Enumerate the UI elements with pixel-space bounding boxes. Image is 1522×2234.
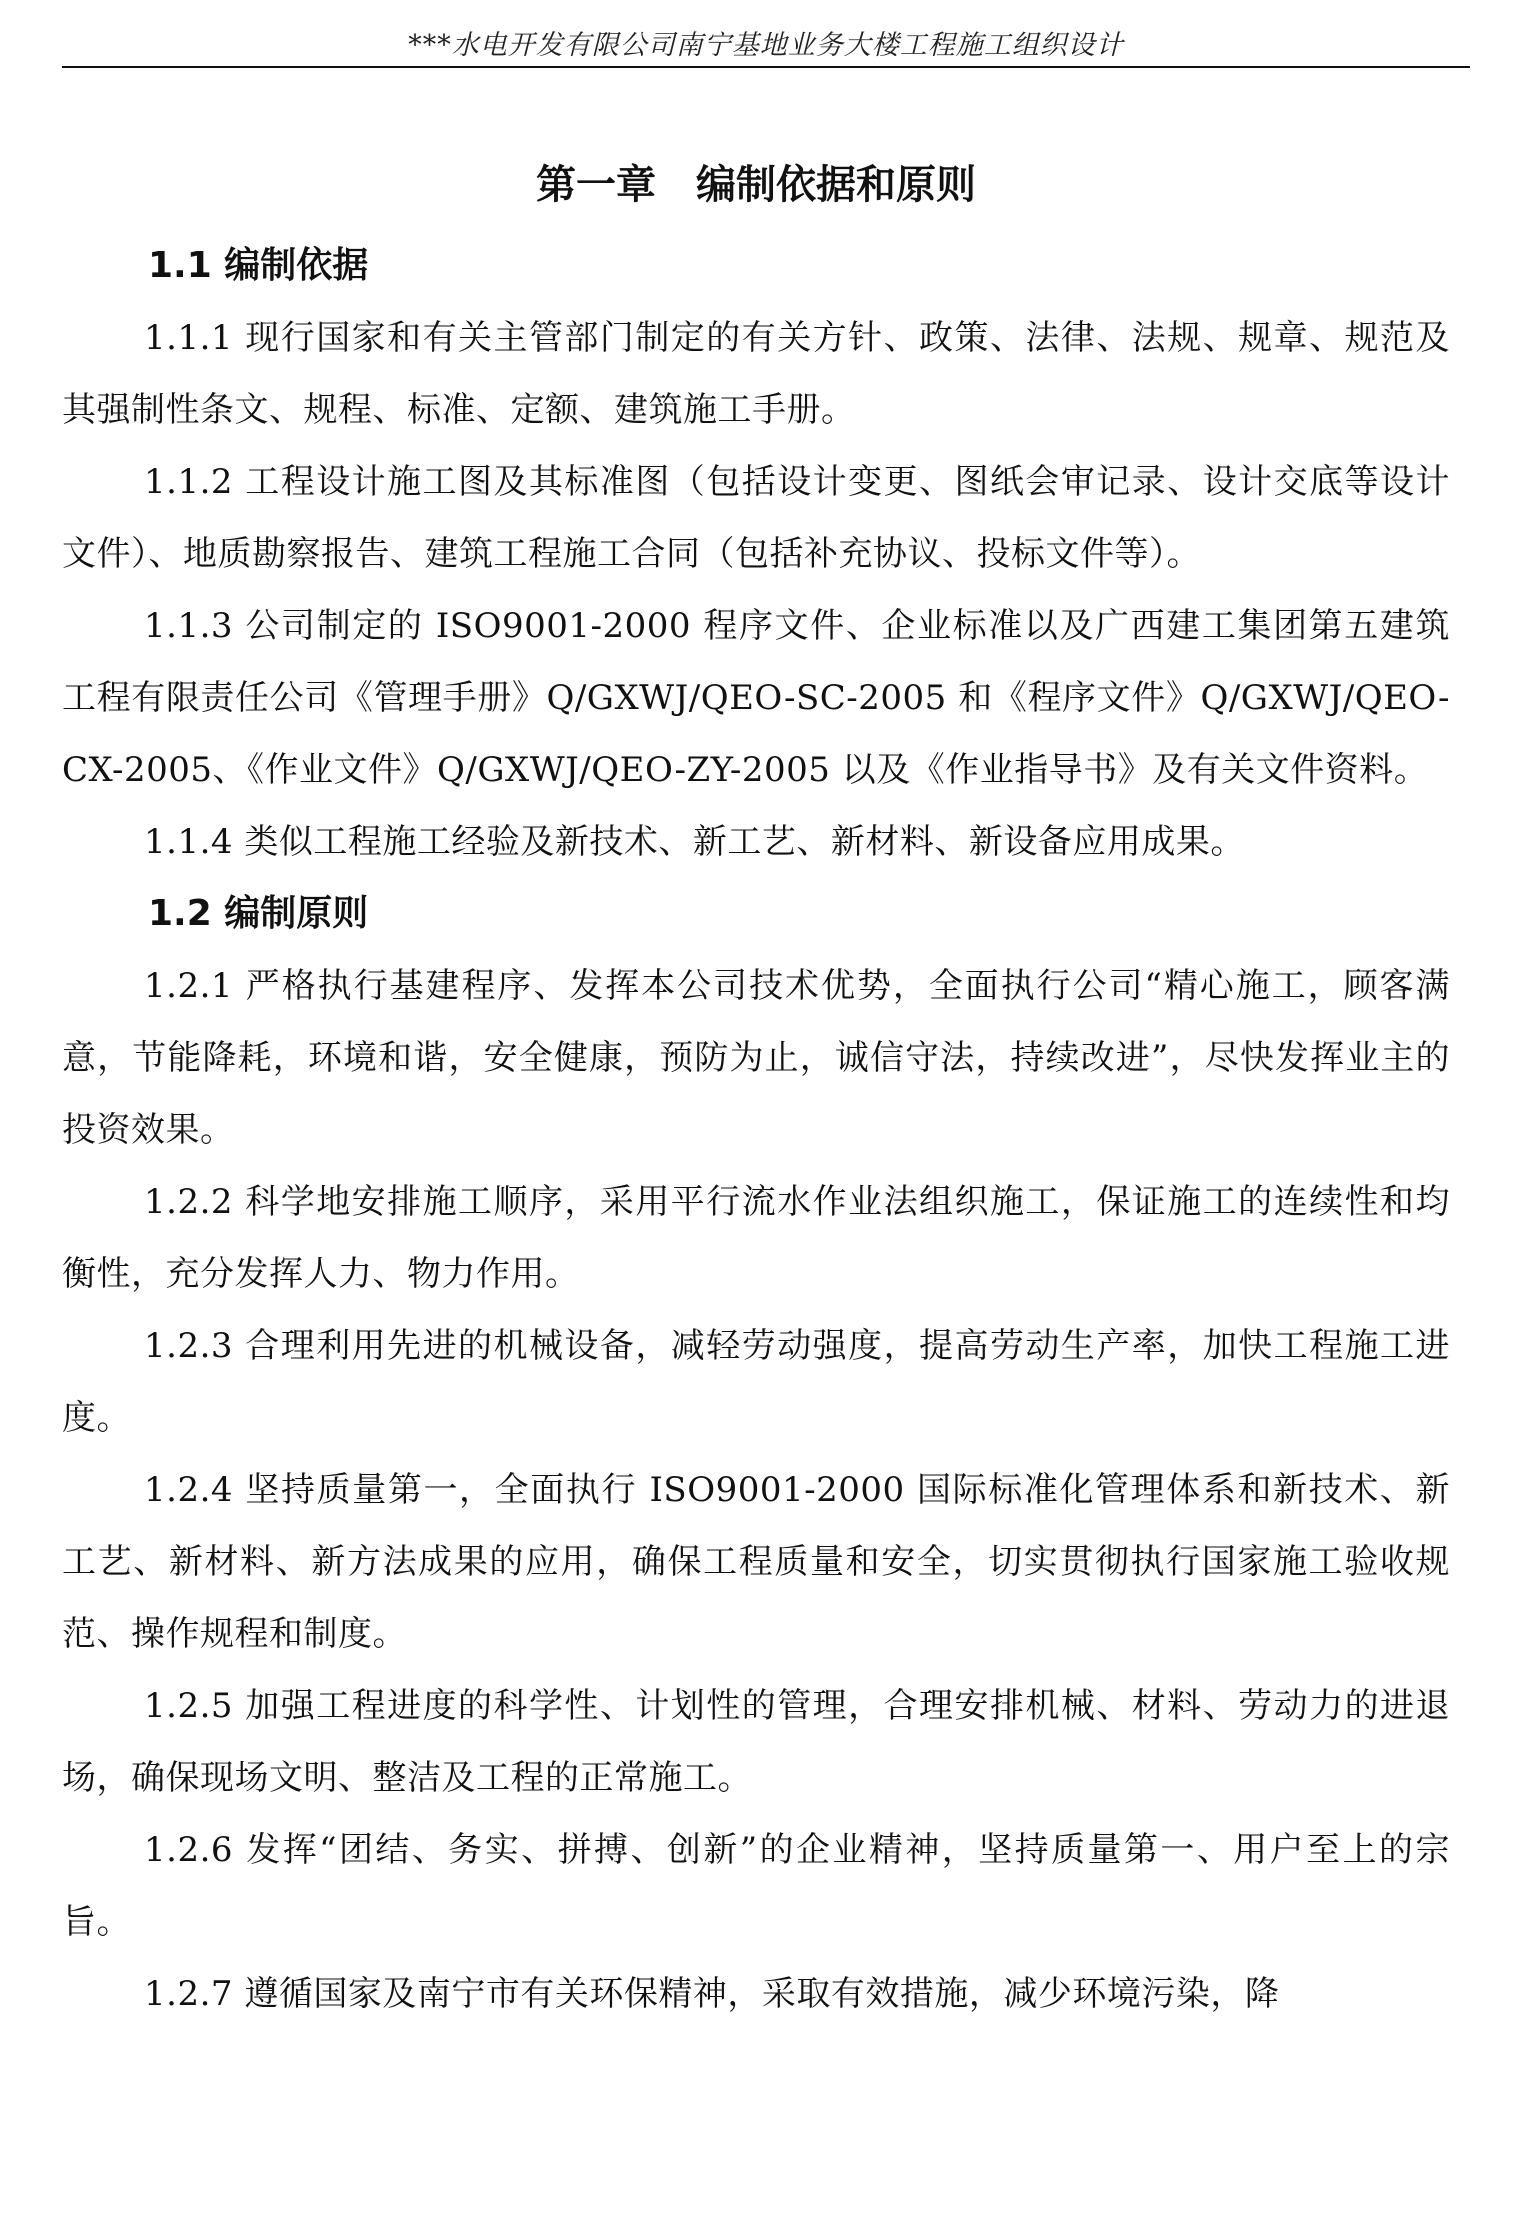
paragraph: 1.2.5 加强工程进度的科学性、计划性的管理，合理安排机械、材料、劳动力的进退场，确保现场文明、整洁及工程的正常施工。 [62, 1686, 1450, 1798]
paragraph: 1.2.3 合理利用先进的机械设备，减轻劳动强度，提高劳动生产率，加快工程施工进度。 [62, 1326, 1450, 1438]
paragraph: 1.1.1 现行国家和有关主管部门制定的有关方针、政策、法律、法规、规章、规范及其强制性条文、规程、标准、定额、建筑施工手册。 [62, 318, 1450, 430]
paragraph: 1.2.1 严格执行基建程序、发挥本公司技术优势，全面执行公司“精心施工，顾客满意，节能降耗，环境和谐，安全健康，预防为止，诚信守法，持续改进”，尽快发挥业主的投资效果。 [62, 966, 1450, 1150]
paragraph: 1.1.3 公司制定的 ISO9001-2000 程序文件、企业标准以及广西建工集团第五建筑工程有限责任公司《管理手册》Q/GXWJ/QEO-SC-2005 和《程序文件》Q/GXWJ/QEO-CX-2005、《作业文件》Q/GXWJ/QEO-ZY-2005 以及《作业指导书》及有关文件资料。 [62, 606, 1450, 790]
header-rule [62, 66, 1470, 68]
paragraph: 1.2.2 科学地安排施工顺序，采用平行流水作业法组织施工，保证施工的连续性和均衡性，充分发挥人力、物力作用。 [62, 1182, 1450, 1294]
section-basis [62, 230, 1450, 878]
section-title: 1.2 编制原则 [148, 893, 369, 934]
paragraph: 1.2.6 发挥“团结、务实、拼搏、创新”的企业精神，坚持质量第一、用户至上的宗旨。 [62, 1830, 1450, 1942]
paragraph: 1.1.4 类似工程施工经验及新技术、新工艺、新材料、新设备应用成果。 [144, 822, 1245, 862]
paragraph: 1.1.2 工程设计施工图及其标准图（包括设计变更、图纸会审记录、设计交底等设计文件）、地质勘察报告、建筑工程施工合同（包括补充协议、投标文件等）。 [62, 462, 1450, 574]
chapter-title: 第一章 编制依据和原则 [536, 162, 976, 208]
section-principles [62, 878, 1450, 2030]
running-header: ***水电开发有限公司南宁基地业务大楼工程施工组织设计 [408, 30, 1124, 61]
paragraph: 1.2.7 遵循国家及南宁市有关环保精神，采取有效措施，减少环境污染，降 [144, 1974, 1280, 2014]
page-body [62, 150, 1450, 2030]
paragraph: 1.2.4 坚持质量第一，全面执行 ISO9001-2000 国际标准化管理体系和新技术、新工艺、新材料、新方法成果的应用，确保工程质量和安全，切实贯彻执行国家施工验收规范、操作规程和制度。 [62, 1470, 1450, 1654]
section-title: 1.1 编制依据 [148, 245, 369, 286]
